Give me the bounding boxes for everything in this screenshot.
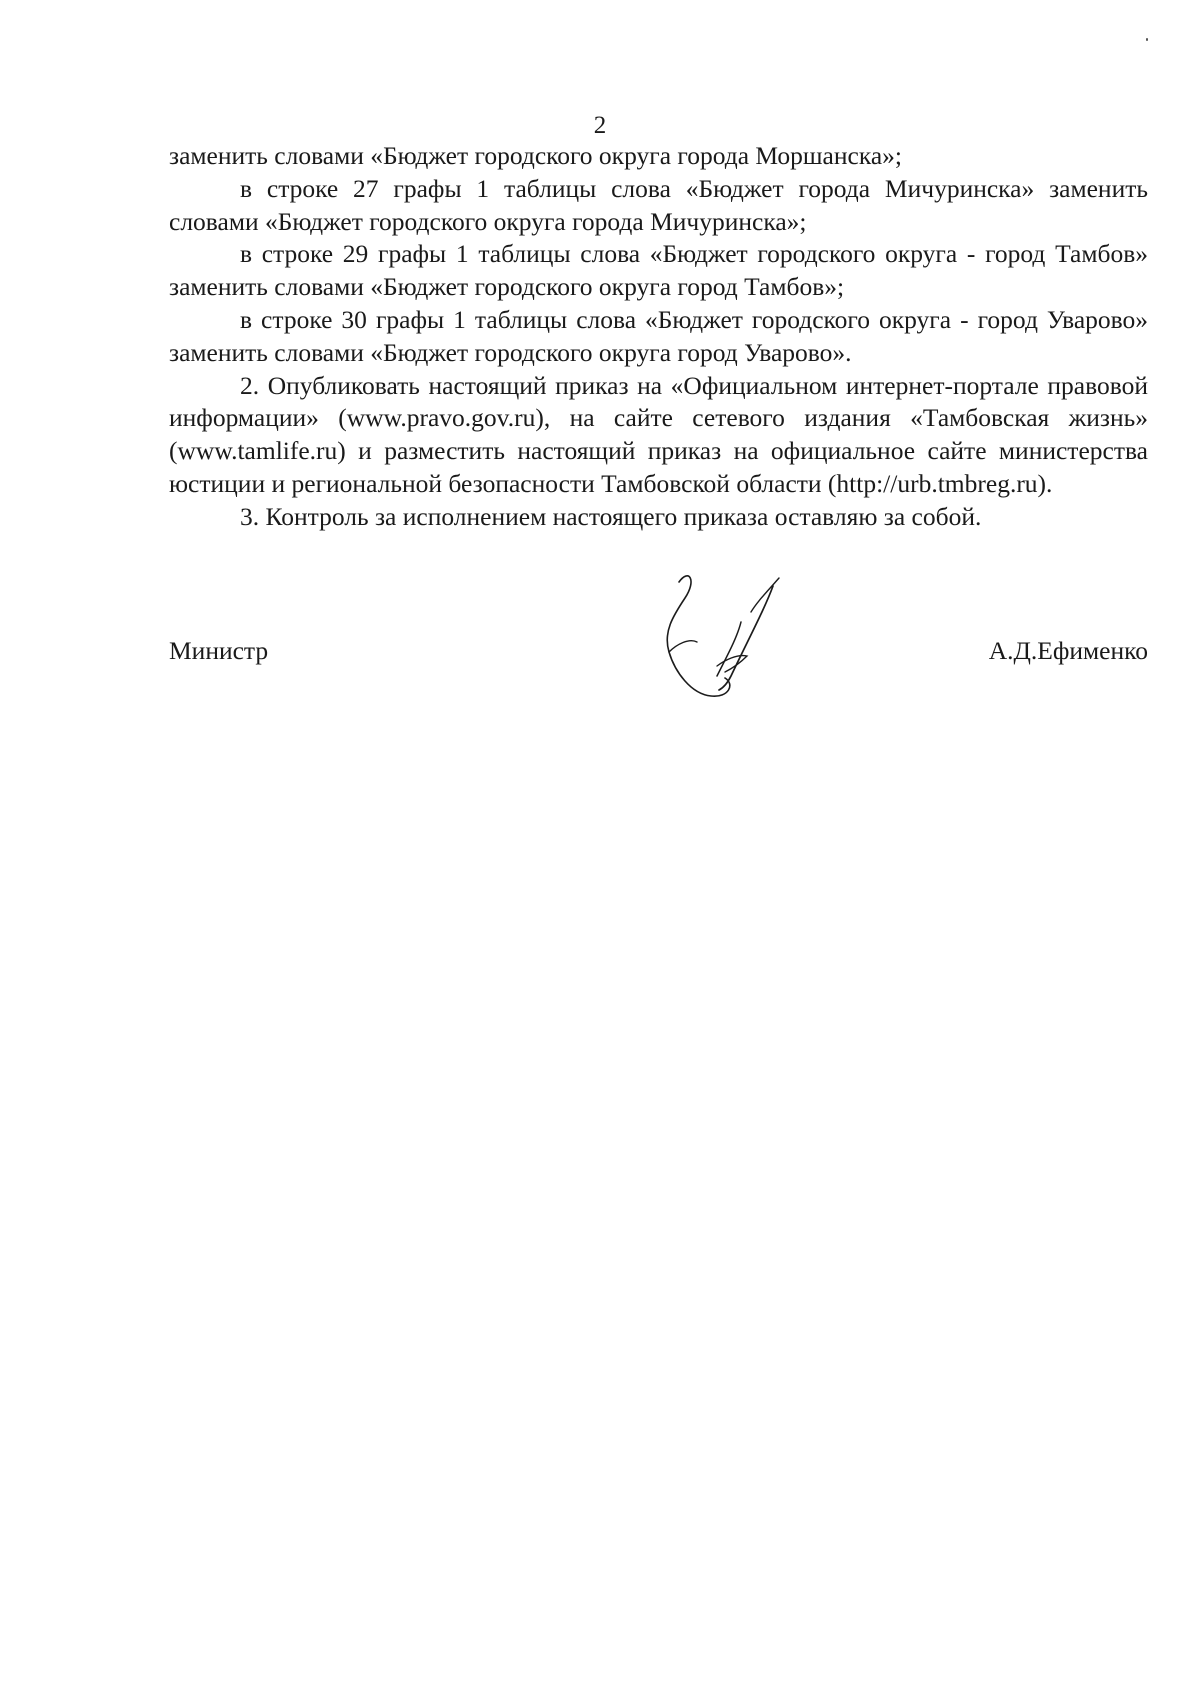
signatory-position: Министр — [169, 636, 269, 665]
scan-speck — [1146, 38, 1148, 41]
paragraph-row-27: в строке 27 графы 1 таблицы слова «Бюджет города Мичуринска» заменить словами «Бюджет городского округа города Мичуринска»; — [169, 173, 1148, 236]
paragraph-continuation: заменить словами «Бюджет городского округа города Моршанска»; — [169, 141, 903, 170]
paragraph-publication: 2. Опубликовать настоящий приказ на «Официальном интернет-портале правовой информации» (www.pravo.gov.ru), на сайте сетевого издания «Тамбовская жизнь» (www.tamlife.ru) и разместить настоящий приказ на официальное сайте министерства юстиции и региональной безопасности Тамбовской области (http://urb.tmbreg.ru). — [169, 370, 1148, 498]
page-number: 2 — [593, 112, 607, 139]
handwritten-signature — [655, 572, 815, 700]
signatory-name: А.Д.Ефименко — [988, 636, 1148, 665]
document-body — [169, 140, 1148, 534]
paragraph-row-30: в строке 30 графы 1 таблицы слова «Бюджет городского округа - город Уварово» заменить словами «Бюджет городского округа город Уварово». — [169, 304, 1148, 367]
paragraph-control: 3. Контроль за исполнением настоящего приказа оставляю за собой. — [240, 501, 982, 531]
paragraph-row-29: в строке 29 графы 1 таблицы слова «Бюджет городского округа - город Тамбов» заменить словами «Бюджет городского округа город Тамбов»; — [169, 239, 1148, 302]
